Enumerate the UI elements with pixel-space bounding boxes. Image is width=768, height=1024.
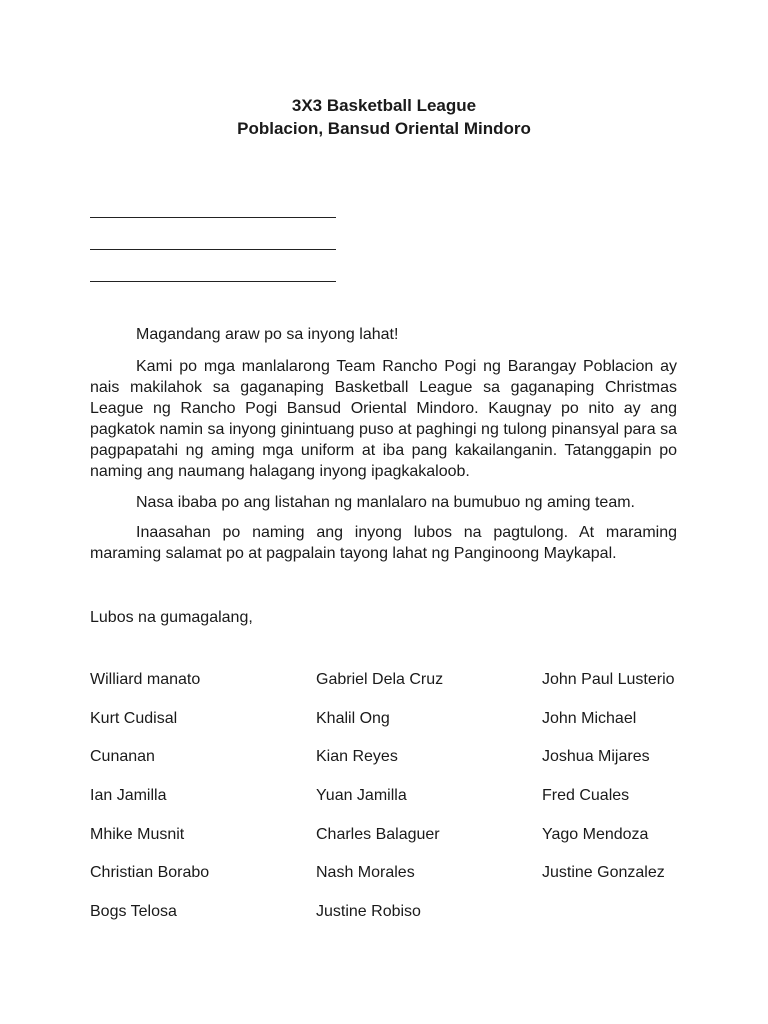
request-paragraph: Kami po mga manlalarong Team Rancho Pogi ng Barangay Poblacion ay nais makilahok sa gaganaping Basketball League sa gaganaping Christmas League ng Rancho Pogi Bansud Oriental Mindoro. Kaugnay po nito ay ang pagkatok namin sa inyong ginintuang puso at paghingi ng tulong pinansyal para sa pagpapatahi ng aming mga uniform at iba pang kakailanganin. Tatanggapin po naming ang naumang halagang inyong ipagkakaloob.: [90, 358, 677, 480]
player-name: Ian Jamilla: [90, 787, 167, 805]
player-name: Williard manato: [90, 671, 201, 688]
player-name: John Paul Lusterio: [542, 671, 675, 688]
player-name: Nash Morales: [316, 864, 415, 882]
player-name: Yuan Jamilla: [316, 787, 407, 805]
player-name: Cunanan: [90, 748, 155, 766]
player-roster: [90, 669, 690, 949]
player-name: Charles Balaguer: [316, 825, 440, 843]
roster-column-1: [90, 669, 209, 940]
player-name: Christian Borabo: [90, 864, 210, 882]
roster-intro-paragraph: Nasa ibaba po ang listahan ng manlalaro na bumubuo ng aming team.: [136, 494, 635, 511]
document-subtitle: Poblacion, Bansud Oriental Mindoro: [237, 119, 531, 138]
closing-salutation: Lubos na gumagalang,: [90, 609, 253, 626]
recipient-blank-line-2: [90, 249, 336, 250]
greeting-paragraph: Magandang araw po sa inyong lahat!: [136, 326, 399, 343]
document-title: 3X3 Basketball League: [291, 96, 477, 115]
player-name: Bogs Telosa: [90, 903, 177, 921]
player-name: Gabriel Dela Cruz: [316, 671, 444, 688]
player-name: Mhike Musnit: [90, 825, 185, 843]
player-name: Joshua Mijares: [542, 748, 650, 766]
player-name: Kian Reyes: [316, 748, 398, 766]
player-name: Yago Mendoza: [542, 825, 649, 843]
roster-column-3: [542, 669, 675, 901]
player-name: Justine Gonzalez: [542, 864, 665, 882]
recipient-blank-line-3: [90, 281, 336, 282]
player-name: Khalil Ong: [316, 709, 390, 727]
thanks-paragraph: Inaasahan po naming ang inyong lubos na pagtulong. At maraming maraming salamat po at pagpalain tayong lahat ng Panginoong Maykapal.: [90, 524, 677, 562]
roster-column-2: [316, 669, 443, 940]
player-name: Kurt Cudisal: [90, 709, 178, 727]
player-name: Justine Robiso: [316, 903, 421, 921]
player-name: John Michael: [542, 709, 637, 727]
recipient-blank-line-1: [90, 217, 336, 218]
player-name: Fred Cuales: [542, 787, 630, 805]
